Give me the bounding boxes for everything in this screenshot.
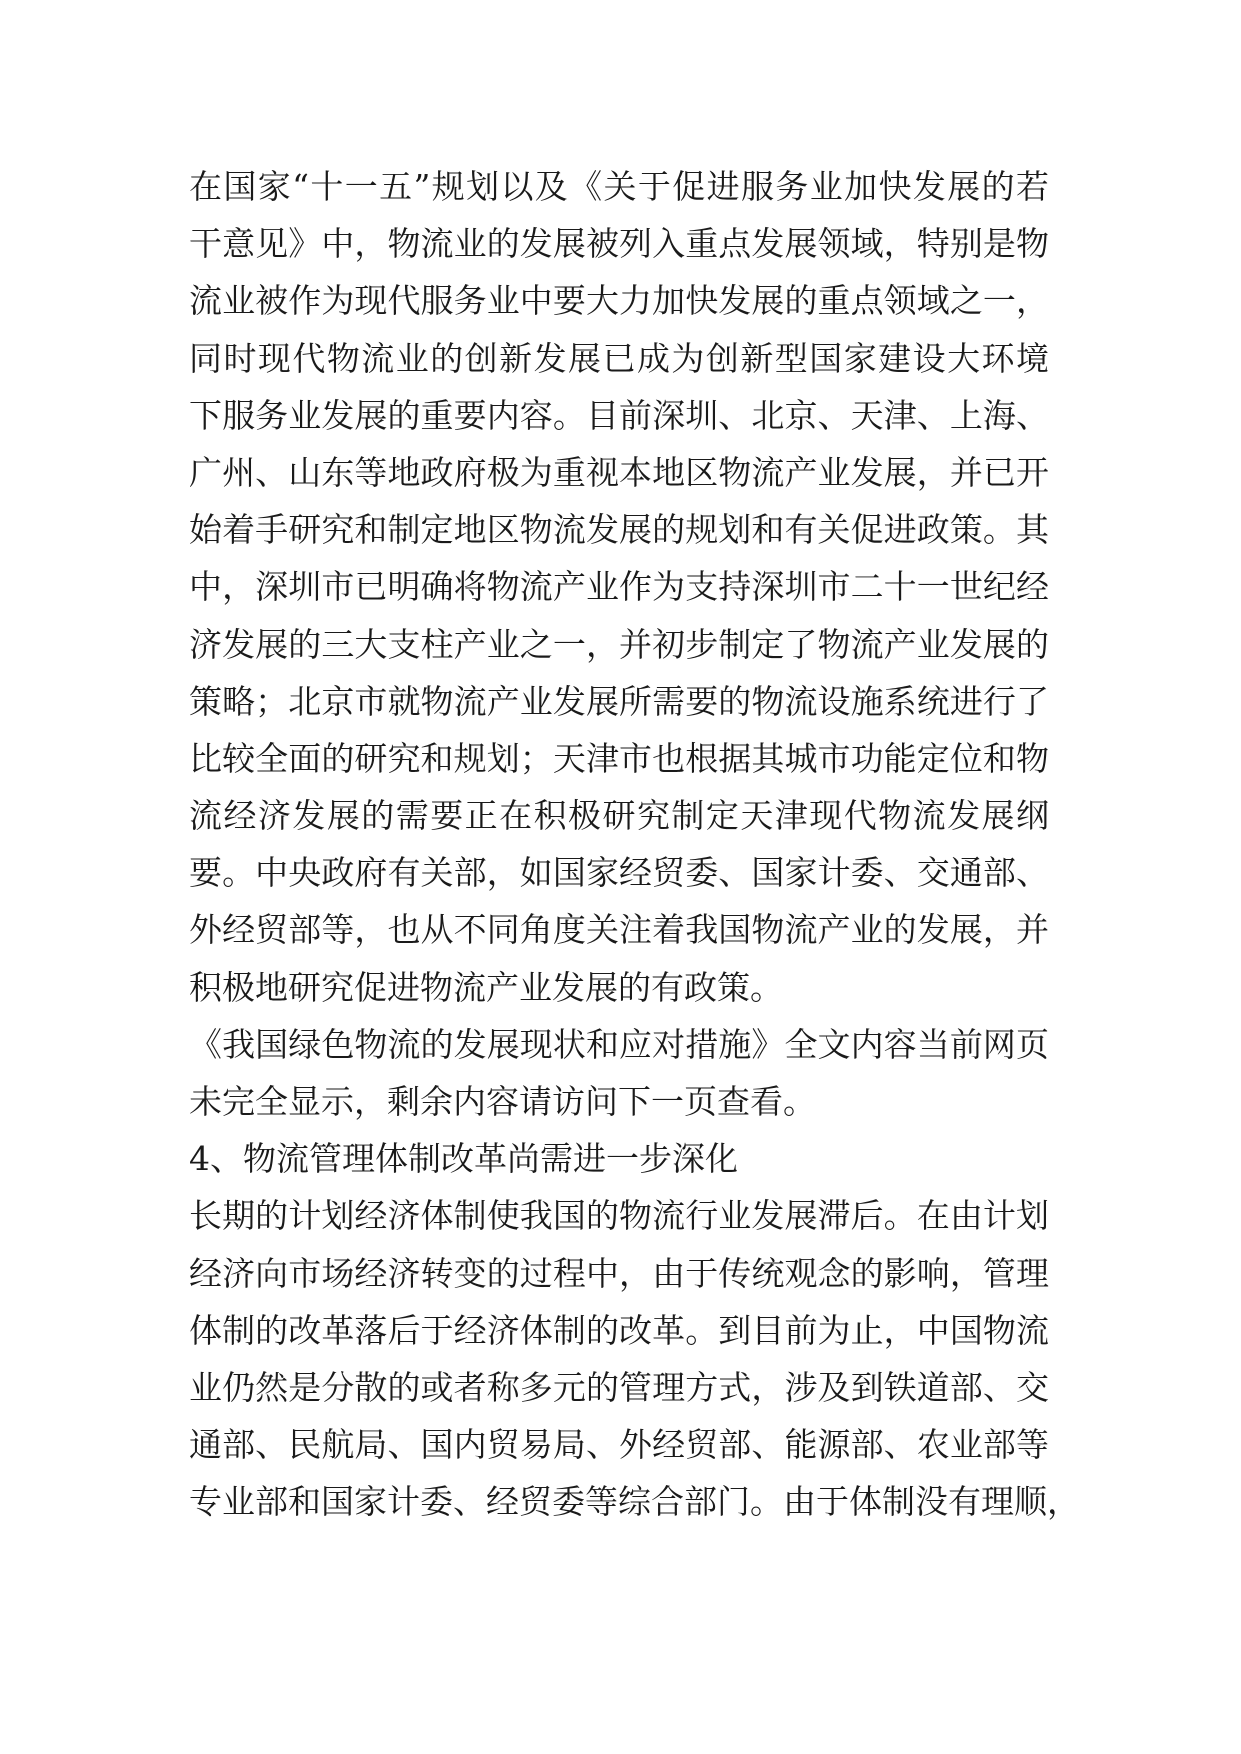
text-line: 中，深圳市已明确将物流产业作为支持深圳市二十一世纪经 <box>189 567 1049 607</box>
text-line: 外经贸部等，也从不同角度关注着我国物流产业的发展，并 <box>189 910 1049 950</box>
section-heading <box>189 1130 1049 1187</box>
text-line: 业仍然是分散的或者称多元的管理方式，涉及到铁道部、交 <box>189 1367 1049 1407</box>
text-line: 下服务业发展的重要内容。目前深圳、北京、天津、上海、 <box>189 395 1049 435</box>
text-line: 长期的计划经济体制使我国的物流行业发展滞后。在由计划 <box>189 1196 1049 1236</box>
text-line: 专业部和国家计委、经贸委等综合部门。由于体制没有理顺， <box>189 1482 1080 1522</box>
text-line: 济发展的三大支柱产业之一，并初步制定了物流产业发展的 <box>189 624 1049 664</box>
text-line: 积极地研究促进物流产业发展的有政策。 <box>189 967 783 1007</box>
text-line: 体制的改革落后于经济体制的改革。到目前为止，中国物流 <box>189 1310 1049 1350</box>
text-line: 经济向市场经济转变的过程中，由于传统观念的影响，管理 <box>189 1253 1049 1293</box>
text-line: 始着手研究和制定地区物流发展的规划和有关促进政策。其 <box>189 510 1049 550</box>
text-line: 《我国绿色物流的发展现状和应对措施》全文内容当前网页 <box>189 1024 1049 1064</box>
text-line: 通部、民航局、国内贸易局、外经贸部、能源部、农业部等 <box>189 1425 1049 1465</box>
text-line: 未完全显示，剩余内容请访问下一页查看。 <box>189 1082 816 1121</box>
text-line: 策略；北京市就物流产业发展所需要的物流设施系统进行了 <box>189 681 1049 721</box>
text-line: 4、物流管理体制改革尚需进一步深化 <box>189 1139 738 1179</box>
text-line: 流经济发展的需要正在积极研究制定天津现代物流发展纲 <box>189 796 1049 836</box>
text-line: 干意见》中，物流业的发展被列入重点发展领域，特别是物 <box>189 224 1049 264</box>
text-line: 比较全面的研究和规划；天津市也根据其城市功能定位和物 <box>189 738 1049 778</box>
paragraph <box>189 1016 1049 1130</box>
paragraph <box>189 158 1049 1016</box>
text-line: 要。中央政府有关部，如国家经贸委、国家计委、交通部、 <box>189 853 1049 893</box>
text-line: 同时现代物流业的创新发展已成为创新型国家建设大环境 <box>189 338 1049 378</box>
text-line: 流业被作为现代服务业中要大力加快发展的重点领域之一， <box>189 281 1049 321</box>
text-line: 在国家“十一五”规划以及《关于促进服务业加快发展的若 <box>189 167 1049 206</box>
text-line: 广州、山东等地政府极为重视本地区物流产业发展，并已开 <box>189 452 1049 492</box>
document-body <box>189 158 1080 1531</box>
paragraph <box>189 1187 1080 1530</box>
